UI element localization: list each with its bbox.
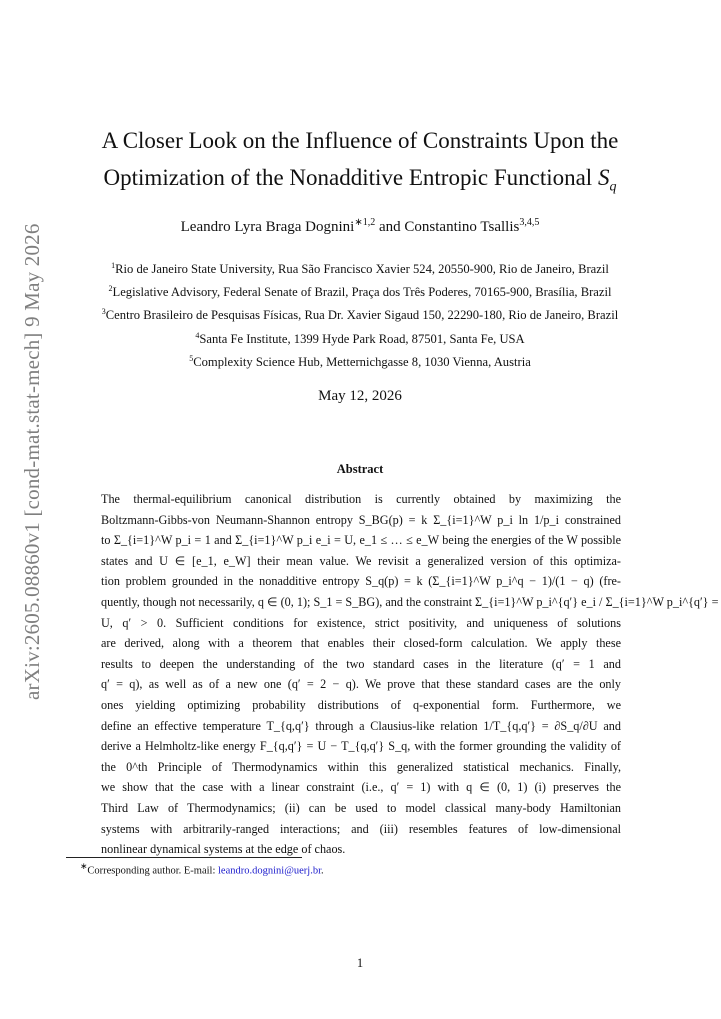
affiliation-item (40, 349, 680, 372)
author-affiliation-marks: 3,4,5 (519, 217, 540, 228)
paper-title (60, 122, 660, 206)
author-name: Constantino Tsallis (404, 219, 520, 235)
abstract-heading: Abstract (336, 462, 384, 476)
abstract-line: Boltzmann-Gibbs-von Neumann-Shannon entropy S_BG(p) = k Σ_{i=1}^W p_i ln 1/p_i constrained (101, 512, 621, 527)
author-joiner: and (375, 219, 405, 235)
affiliation-item (40, 326, 680, 349)
affiliation-item (40, 279, 680, 302)
abstract-line: Third Law of Thermodynamics; (ii) can be used to model classical many-body Hamiltonian (101, 800, 621, 815)
footnote-mark: ∗ (80, 861, 88, 871)
affiliation-text: Legislative Advisory, Federal Senate of Brazil, Praça dos Três Poderes, 70165-900, Brasília, Brazil (112, 285, 612, 300)
affiliation-mark: 5 (189, 353, 194, 363)
arxiv-identifier-stamp: arXiv:2605.08860v1 [cond-mat.stat-mech] 9 May 2026 (20, 223, 44, 700)
abstract-line: results to deepen the understanding of the two standard cases in the literature (q′ = 1 and (101, 656, 621, 671)
abstract-line: we show that the case with a linear constraint (i.e., q′ = 1) with q ∈ (0, 1) (i) preserves the (101, 780, 621, 795)
author-name: Leandro Lyra Braga Dognini (180, 219, 355, 235)
abstract-line: nonlinear dynamical systems at the edge of chaos. (101, 842, 346, 857)
affiliation-item (40, 302, 680, 325)
author-affiliation-marks: ∗1,2 (354, 217, 376, 228)
abstract-line: states and U ∈ [e_1, e_W] their mean value. We revisit a generalized version of this optimiza- (101, 553, 621, 568)
abstract-body (101, 489, 719, 860)
affiliation-mark: 2 (108, 284, 113, 294)
abstract-line: derive a Helmholtz-like energy F_{q,q′} = U − T_{q,q′} S_q, with the former grounding the validity of (101, 739, 621, 754)
title-line-2-text: Optimization of the Nonadditive Entropic Functional (103, 165, 593, 190)
corresponding-author-footnote (80, 861, 324, 877)
abstract-line: systems with arbitrarily-ranged interactions; and (iii) resembles features of low-dimensional (101, 821, 621, 836)
title-symbol-subscript: q (609, 179, 617, 195)
publication-date: May 12, 2026 (318, 388, 402, 404)
title-symbol-letter: S (597, 165, 610, 190)
affiliation-mark: 1 (111, 261, 116, 270)
affiliation-text: Rio de Janeiro State University, Rua São Francisco Xavier 524, 20550-900, Rio de Janeiro, Brazil (115, 262, 609, 277)
abstract-line: ones yielding optimizing probability distributions of q-exponential form. Furthermore, we (101, 697, 621, 712)
title-line-1: A Closer Look on the Influence of Constraints Upon the (101, 128, 619, 153)
affiliation-text: Santa Fe Institute, 1399 Hyde Park Road, 87501, Santa Fe, USA (199, 331, 525, 346)
abstract-line: quently, though not necessarily, q ∈ (0, 1); S_1 = S_BG), and the constraint Σ_{i=1}^W p_i^{q′} e_i / Σ_{i=1}^W p_i^{q′} = (101, 594, 719, 609)
abstract-line: q′ = q), as well as of a new one (q′ = 2 − q). We prove that these standard cases are the only (101, 677, 621, 692)
affiliation-text: Complexity Science Hub, Metternichgasse 8, 1030 Vienna, Austria (193, 354, 531, 369)
affiliation-mark: 3 (101, 307, 106, 317)
abstract-line: The thermal-equilibrium canonical distribution is currently obtained by maximizing the (101, 492, 621, 506)
abstract-line: the 0^th Principle of Thermodynamics within this generalized statistical mechanics. Finally, (101, 759, 621, 774)
abstract-line: tion problem grounded in the nonadditive entropy S_q(p) = k (Σ_{i=1}^W p_i^q − 1)/(1 − q) (fre- (101, 574, 621, 589)
email-link[interactable]: leandro.dognini@uerj.br (218, 865, 321, 877)
title-symbol (597, 165, 617, 195)
title-line-2 (60, 159, 660, 206)
footnote-end: . (320, 865, 324, 877)
affiliation-text: Centro Brasileiro de Pesquisas Físicas, Rua Dr. Xavier Sigaud 150, 22290-180, Rio de Janeiro, Brazil (105, 308, 619, 323)
abstract-line: define an effective temperature T_{q,q′} through a Clausius-like relation 1/T_{q,q′} = ∂S_q/∂U and (101, 718, 621, 733)
page-number: 1 (356, 956, 364, 970)
footnote-text: Corresponding author. E-mail: (87, 865, 218, 877)
affiliation-item (40, 256, 680, 279)
footnote-divider (66, 857, 302, 858)
abstract-line: are derived, along with a theorem that enables their closed-form calculation. We apply these (101, 636, 621, 651)
abstract-line: U, q′ > 0. Sufficient conditions for existence, strict positivity, and uniqueness of solutions (101, 615, 621, 630)
abstract-line: to Σ_{i=1}^W p_i = 1 and Σ_{i=1}^W p_i e_i = U, e_1 ≤ … ≤ e_W being the energies of the W possible (101, 533, 621, 548)
affiliation-list (40, 256, 680, 372)
author-list (60, 217, 660, 236)
affiliation-mark: 4 (195, 330, 200, 340)
